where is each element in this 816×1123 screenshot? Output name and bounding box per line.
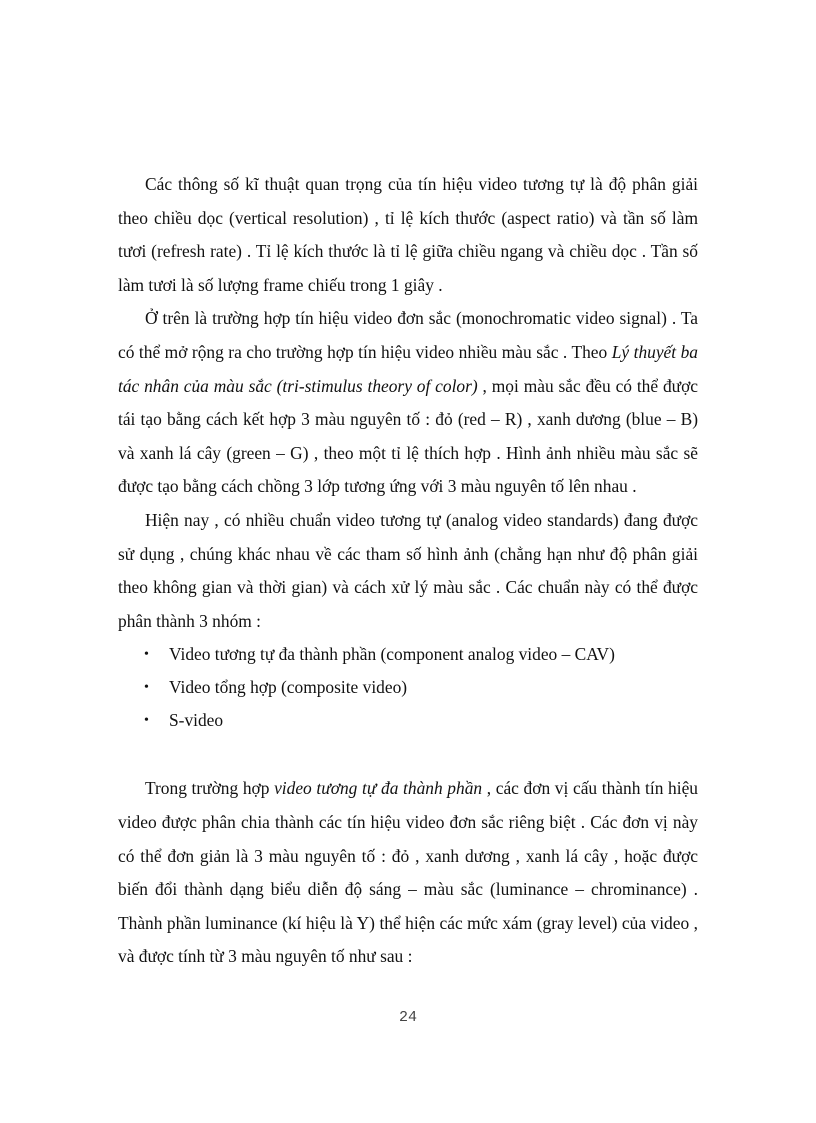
bullet-list [118,638,698,737]
paragraph-component-video [118,772,698,974]
paragraph-video-parameters: Các thông số kĩ thuật quan trọng của tín hiệu video tương tự là độ phân giải theo chiều dọc (vertical resolution) , tỉ lệ kích thước (aspect ratio) và tần số làm tươi (refresh rate) . Tỉ lệ kích thước là tỉ lệ giữa chiều ngang và chiều dọc . Tần số làm tươi là số lượng frame chiếu trong 1 giây . [118,174,698,295]
bullet-icon: • [144,680,149,696]
list-item: • Video tổng hợp (composite video) [118,671,698,704]
italic-term: video tương tự đa thành phần [274,778,483,799]
spacer [118,737,698,772]
text-run: , các đơn vị cấu thành tín hiệu video được phân chia thành các tín hiệu video đơn sắc riêng biệt . Các đơn vị này có thể đơn giản là 3 màu nguyên tố : đỏ , xanh dương , xanh lá cây , hoặc được biến đổi thành dạng biểu diễn độ sáng – màu sắc (luminance – chrominance) . Thành phần luminance (kí hiệu là Y) thể hiện các mức xám (gray level) của video , và được tính từ 3 màu nguyên tố như sau : [118,778,698,967]
list-item: • Video tương tự đa thành phần (component analog video – CAV) [118,638,698,671]
paragraph-analog-standards: Hiện nay , có nhiều chuẩn video tương tự (analog video standards) đang được sử dụng , chúng khác nhau về các tham số hình ảnh (chẳng hạn như độ phân giải theo không gian và thời gian) và cách xử lý màu sắc . Các chuẩn này có thể được phân thành 3 nhóm : [118,509,698,631]
text-run: Ở trên là trường hợp tín hiệu video đơn sắc (monochromatic video signal) . Ta có thể mở rộng ra cho trường hợp tín hiệu video nhiều màu sắc . Theo [118,308,698,362]
paragraph-color-theory [118,302,698,504]
list-item: • S-video [118,704,698,737]
text-run: Trong trường hợp [145,778,275,799]
italic-term: Lý thuyết ba tác nhân của màu sắc (tri-stimulus theory of color) [118,341,699,396]
text-run: , mọi màu sắc đều có thể được tái tạo bằng cách kết hợp 3 màu nguyên tố : đỏ (red – R) , xanh dương (blue – B) và xanh lá cây (green – G) , theo một tỉ lệ thích hợp . Hình ảnh nhiều màu sắc sẽ được tạo bằng cách chồng 3 lớp tương ứng với 3 màu nguyên tố lên nhau . [118,375,699,497]
bullet-icon: • [144,647,149,663]
bullet-icon: • [144,713,149,729]
body-text [118,168,698,974]
page-number: 24 [398,1009,417,1026]
